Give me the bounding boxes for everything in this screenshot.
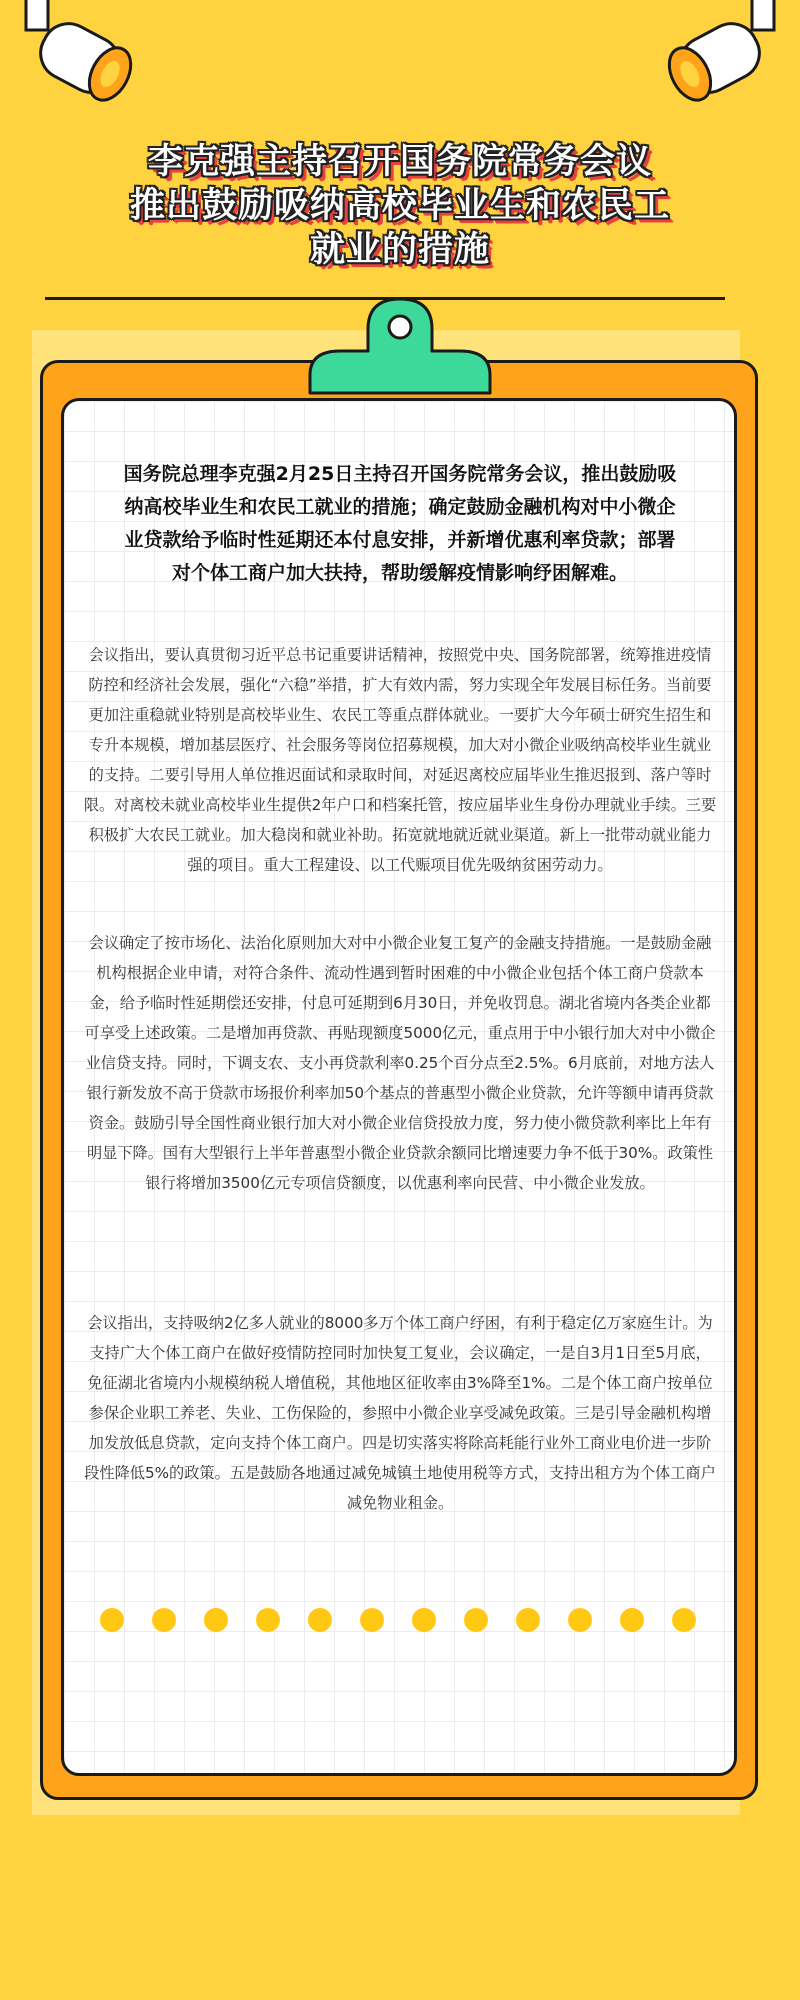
spotlight-left-icon <box>0 0 150 120</box>
spotlight-right-icon <box>650 0 800 120</box>
paragraph-business: 会议指出，支持吸纳2亿多人就业的8000多万个体工商户纾困，有利于稳定亿万家庭生计。为支持广大个体工商户在做好疫情防控同时加快复工复业，会议确定，一是自3月1日至5月底，免征湖北省境内小规模纳税人增值税，其他地区征收率由3%降至1%。二是个体工商户按单位参保企业职工养老、失业、工伤保险的，参照中小微企业享受减免政策。三是引导金融机构增加发放低息贷款，定向支持个体工商户。四是切实落实将除高耗能行业外工商业电价进一步阶段性降低5%的政策。五是鼓励各地通过减免城镇土地使用税等方式，支持出租方为个体工商户减免物业租金。 <box>84 1314 716 1512</box>
intro-summary: 国务院总理李克强2月25日主持召开国务院常务会议，推出鼓励吸纳高校毕业生和农民工就业的措施；确定鼓励金融机构对中小微企业贷款给予临时性延期还本付息安排，并新增优惠利率贷款；部署对个体工商户加大扶持，帮助缓解疫情影响纾困解难。 <box>123 463 677 584</box>
title-line-2: 推出鼓励吸纳高校毕业生和农民工 <box>129 186 670 226</box>
title-line-3: 就业的措施 <box>309 230 490 270</box>
page-title <box>0 140 800 272</box>
dot <box>360 1608 384 1632</box>
dot <box>256 1608 280 1632</box>
dot <box>152 1608 176 1632</box>
dot <box>568 1608 592 1632</box>
dot <box>672 1608 696 1632</box>
dot <box>308 1608 332 1632</box>
dot <box>464 1608 488 1632</box>
dot <box>516 1608 540 1632</box>
dot <box>204 1608 228 1632</box>
paragraph-finance: 会议确定了按市场化、法治化原则加大对中小微企业复工复产的金融支持措施。一是鼓励金融机构根据企业申请，对符合条件、流动性遇到暂时困难的中小微企业包括个体工商户贷款本金，给予临时性延期偿还安排，付息可延期到6月30日，并免收罚息。湖北省境内各类企业都可享受上述政策。二是增加再贷款、再贴现额度5000亿元，重点用于中小银行加大对中小微企业信贷支持。同时，下调支农、支小再贷款利率0.25个百分点至2.5%。6月底前，对地方法人银行新发放不高于贷款市场报价利率加50个基点的普惠型小微企业贷款，允许等额申请再贷款资金。鼓励引导全国性商业银行加大对小微企业信贷投放力度，努力使小微贷款利率比上年有明显下降。国有大型银行上半年普惠型小微企业贷款余额同比增速要力争不低于30%。政策性银行将增加3500亿元专项信贷额度，以优惠利率向民营、中小微企业发放。 <box>84 934 716 1192</box>
paragraph-employment: 会议指出，要认真贯彻习近平总书记重要讲话精神，按照党中央、国务院部署，统筹推进疫情防控和经济社会发展，强化“六稳”举措，扩大有效内需，努力实现全年发展目标任务。当前要更加注重稳就业特别是高校毕业生、农民工等重点群体就业。一要扩大今年硕士研究生招生和专升本规模，增加基层医疗、社会服务等岗位招募规模，加大对小微企业吸纳高校毕业生就业的支持。二要引导用人单位推迟面试和录取时间，对延迟离校应届毕业生推迟报到、落户等时限。对离校未就业高校毕业生提供2年户口和档案托管，按应届毕业生身份办理就业手续。三要积极扩大农民工就业。加大稳岗和就业补助。拓宽就地就近就业渠道。新上一批带动就业能力强的项目。重大工程建设、以工代赈项目优先吸纳贫困劳动力。 <box>83 646 717 874</box>
dot <box>100 1608 124 1632</box>
title-line-1: 李克强主持召开国务院常务会议 <box>147 142 652 182</box>
clipboard-clip-icon <box>300 293 500 403</box>
dot <box>620 1608 644 1632</box>
dot <box>412 1608 436 1632</box>
dot-divider <box>100 1608 700 1634</box>
